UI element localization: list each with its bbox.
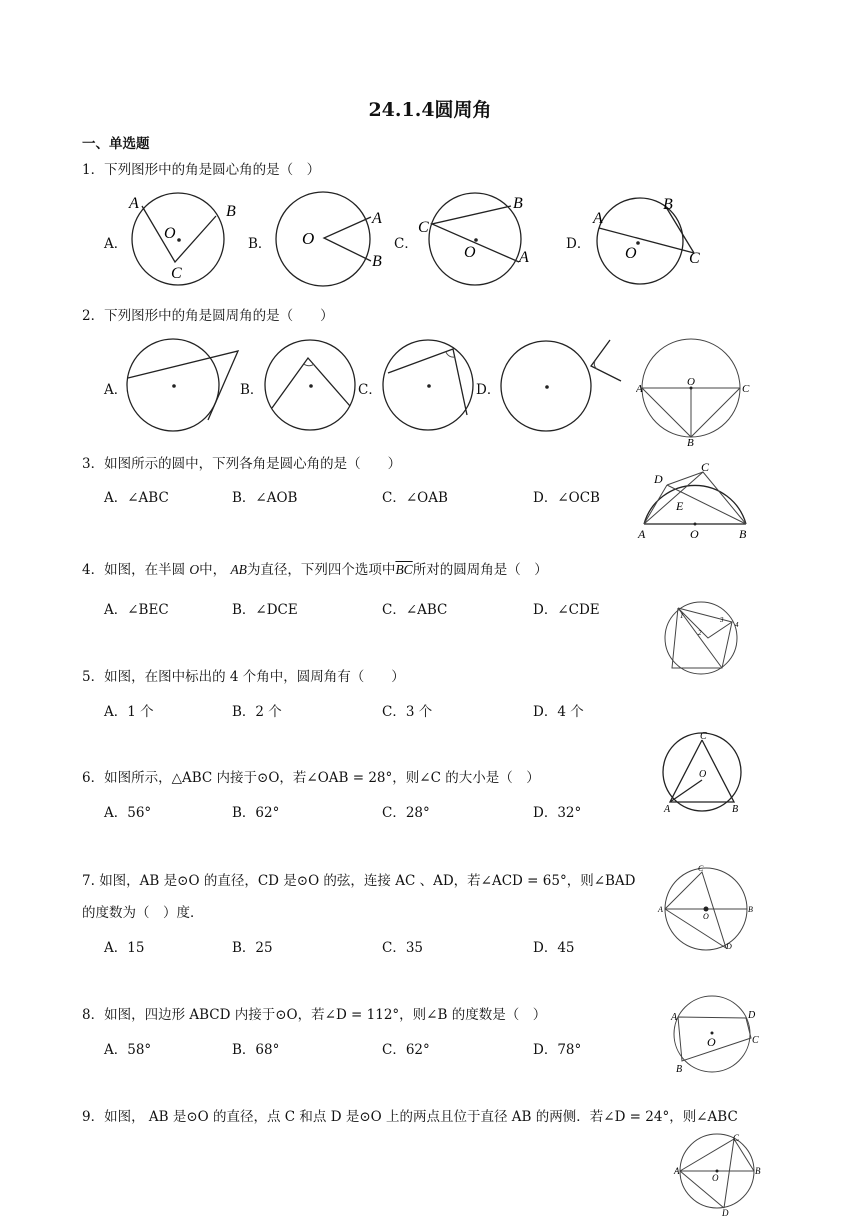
- q1-option-a[interactable]: A．: [104, 236, 128, 252]
- svg-text:A: A: [129, 195, 139, 212]
- arc-bc: $\overline{BC}$: [395, 562, 413, 577]
- q3-option-a[interactable]: A．∠ABC: [104, 490, 169, 506]
- svg-text:O: O: [164, 225, 176, 242]
- svg-text:A: A: [519, 249, 529, 266]
- q2-option-b[interactable]: B．: [240, 382, 264, 398]
- q4-option-d[interactable]: D．∠CDE: [533, 602, 600, 618]
- svg-text:C: C: [752, 1035, 759, 1046]
- q1-figure-a: [120, 190, 240, 290]
- svg-text:O: O: [687, 376, 695, 388]
- q7-option-d[interactable]: D．45: [533, 940, 575, 956]
- svg-text:D: D: [748, 1010, 756, 1021]
- q2-figure-a: [126, 336, 246, 436]
- question-8: 8．如图，四边形 ABCD 内接于⊙O，若∠D = 112°，则∠B 的度数是（ ）: [82, 1007, 547, 1023]
- question-3: 3．如图所示的圆中，下列各角是圆心角的是（ ）: [82, 456, 402, 472]
- q1-option-d[interactable]: D．: [566, 236, 591, 252]
- svg-text:A: A: [674, 1166, 680, 1176]
- question-6: 6．如图所示，△ABC 内接于⊙O，若∠OAB = 28°，则∠C 的大小是（ ）: [82, 770, 540, 786]
- svg-text:A: A: [638, 527, 646, 541]
- q6-figure: [656, 730, 756, 822]
- q2-figure-d: [500, 334, 630, 434]
- svg-text:O: O: [625, 245, 637, 262]
- svg-text:C: C: [689, 250, 700, 267]
- q9-figure: [672, 1130, 772, 1216]
- svg-text:B: B: [732, 804, 739, 815]
- svg-text:B: B: [372, 253, 382, 270]
- svg-text:O: O: [707, 1035, 716, 1049]
- page-title: 24.1.4圆周角: [368, 99, 492, 121]
- svg-text:B: B: [663, 196, 673, 213]
- svg-text:D: D: [726, 942, 732, 951]
- svg-text:B: B: [755, 1166, 761, 1176]
- q3-option-d[interactable]: D．∠OCB: [533, 490, 600, 506]
- question-7-line2: 的度数为（ ）度．: [82, 905, 204, 921]
- q3-option-b[interactable]: B．∠AOB: [232, 490, 298, 506]
- svg-text:4: 4: [735, 621, 739, 629]
- q7-figure: [656, 860, 756, 952]
- svg-text:A: A: [664, 804, 671, 815]
- q8-option-a[interactable]: A．58°: [104, 1042, 152, 1058]
- svg-text:C: C: [698, 864, 704, 873]
- q1-option-c[interactable]: C．: [394, 236, 418, 252]
- svg-text:A: A: [658, 905, 663, 914]
- svg-text:D: D: [654, 472, 663, 486]
- svg-text:A: A: [593, 210, 603, 227]
- svg-text:B: B: [513, 195, 523, 212]
- svg-text:C: C: [742, 383, 750, 395]
- svg-text:D: D: [722, 1208, 729, 1216]
- q6-option-a[interactable]: A．56°: [104, 805, 152, 821]
- q7-option-a[interactable]: A．15: [104, 940, 145, 956]
- svg-text:A: A: [372, 210, 382, 227]
- question-4: 4．如图，在半圆 O中， AB为直径，下列四个选项中$\overline{BC}$所对的圆周角是（ ）: [82, 562, 548, 578]
- svg-text:C: C: [700, 731, 707, 742]
- svg-text:O: O: [302, 229, 315, 248]
- svg-text:A: A: [636, 383, 643, 395]
- q1-figure-d: [590, 195, 710, 290]
- q2-figure-e: [636, 336, 756, 446]
- svg-text:1: 1: [680, 612, 684, 620]
- q6-option-c[interactable]: C．28°: [382, 805, 430, 821]
- q1-figure-b: [268, 190, 398, 290]
- svg-text:E: E: [676, 499, 684, 513]
- svg-text:B: B: [748, 905, 753, 914]
- svg-text:2: 2: [698, 629, 702, 637]
- question-9: 9．如图， AB 是⊙O 的直径，点 C 和点 D 是⊙O 上的两点且位于直径 AB 的两侧．若∠D = 24°，则∠ABC: [82, 1109, 738, 1125]
- q7-option-b[interactable]: B．25: [232, 940, 273, 956]
- svg-text:C: C: [733, 1133, 740, 1143]
- q7-option-c[interactable]: C．35: [382, 940, 424, 956]
- q5-option-a[interactable]: A．1 个: [104, 704, 154, 720]
- q2-option-a[interactable]: A．: [104, 382, 128, 398]
- q8-option-b[interactable]: B．68°: [232, 1042, 280, 1058]
- svg-text:B: B: [676, 1064, 683, 1075]
- q8-option-d[interactable]: D．78°: [533, 1042, 582, 1058]
- svg-text:O: O: [699, 769, 707, 780]
- q2-figure-b: [264, 338, 364, 434]
- q5-figure: [660, 600, 750, 680]
- q2-option-c[interactable]: C．: [358, 382, 382, 398]
- q8-option-c[interactable]: C．62°: [382, 1042, 430, 1058]
- svg-text:C: C: [418, 219, 429, 236]
- svg-text:B: B: [226, 203, 236, 220]
- svg-text:3: 3: [720, 616, 724, 624]
- svg-text:O: O: [703, 912, 709, 921]
- question-5: 5．如图，在图中标出的 4 个角中，圆周角有（ ）: [82, 669, 405, 685]
- q3-figure: [636, 458, 756, 544]
- question-7: 7. 如图，AB 是⊙O 的直径，CD 是⊙O 的弦，连接 AC 、AD，若∠ACD = 65°，则∠BAD: [82, 873, 636, 889]
- svg-text:C: C: [701, 460, 710, 474]
- q4-option-b[interactable]: B．∠DCE: [232, 602, 298, 618]
- q2-figure-c: [382, 338, 482, 434]
- svg-text:B: B: [687, 437, 694, 446]
- q1-option-b[interactable]: B．: [248, 236, 272, 252]
- q4-option-a[interactable]: A．∠BEC: [104, 602, 169, 618]
- q5-option-b[interactable]: B．2 个: [232, 704, 282, 720]
- q8-figure: [662, 994, 772, 1076]
- svg-text:C: C: [171, 265, 182, 282]
- q3-option-c[interactable]: C．∠OAB: [382, 490, 448, 506]
- q5-option-d[interactable]: D．4 个: [533, 704, 584, 720]
- q1-figure-c: [416, 190, 546, 290]
- q2-option-d[interactable]: D．: [476, 382, 501, 398]
- svg-text:B: B: [739, 527, 747, 541]
- svg-text:O: O: [464, 244, 476, 261]
- svg-text:O: O: [690, 527, 699, 541]
- q6-option-b[interactable]: B．62°: [232, 805, 280, 821]
- svg-text:A: A: [671, 1012, 678, 1023]
- question-1: 1．下列图形中的角是圆心角的是（ ）: [82, 162, 321, 178]
- q5-option-c[interactable]: C．3 个: [382, 704, 433, 720]
- svg-text:O: O: [712, 1173, 719, 1183]
- q4-option-c[interactable]: C．∠ABC: [382, 602, 448, 618]
- q6-option-d[interactable]: D．32°: [533, 805, 582, 821]
- question-2: 2．下列图形中的角是圆周角的是（ ）: [82, 308, 334, 324]
- section-heading: 一、单选题: [82, 136, 150, 152]
